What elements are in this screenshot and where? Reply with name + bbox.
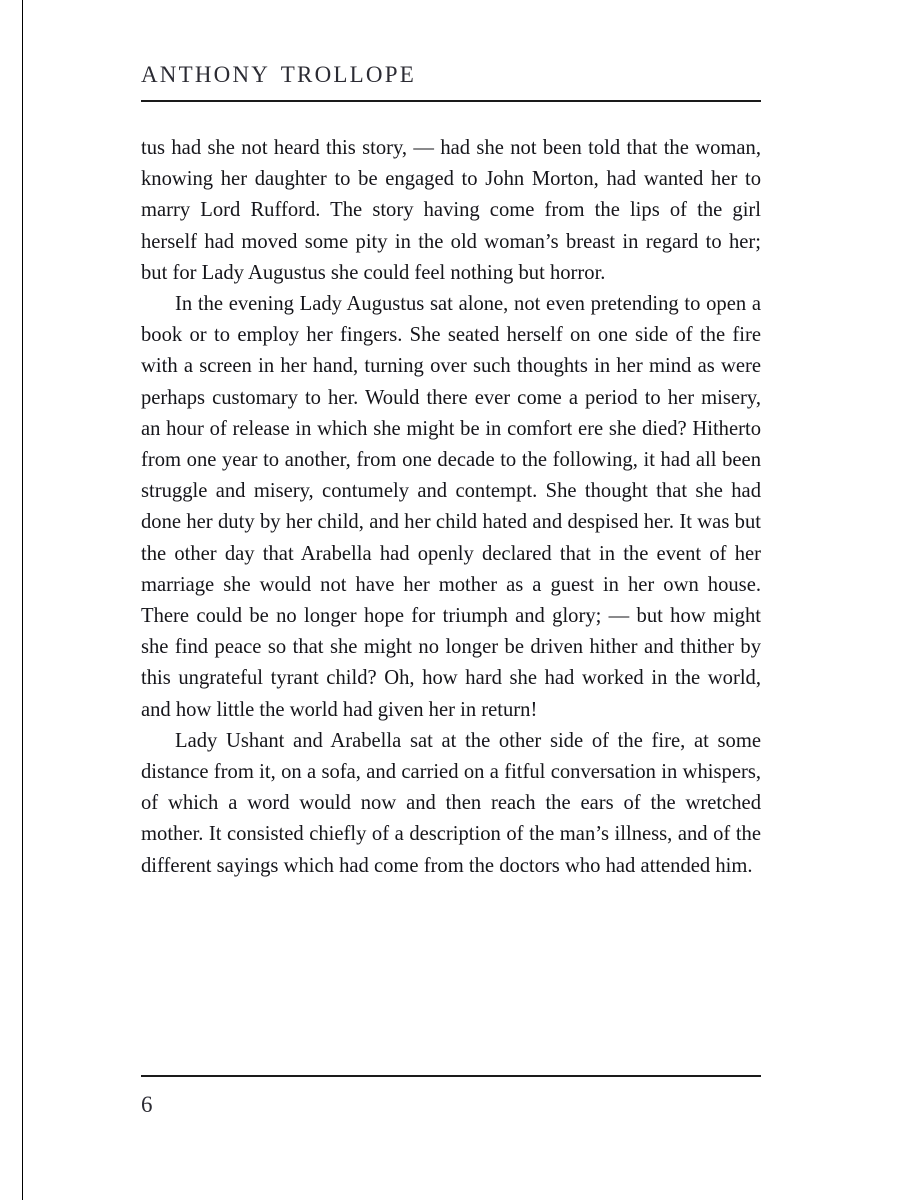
header-divider bbox=[141, 100, 761, 102]
footer-divider bbox=[141, 1075, 761, 1077]
page-edge-rule bbox=[22, 0, 23, 1200]
paragraph: In the evening Lady Augustus sat alone, not even pretending to open a book or to employ her fingers. She seated herself on one side of the fire with a screen in her hand, turning over such thoughts in her mind as were perhaps customary to her. Would there ever come a period to her misery, an hour of release in which she might be in comfort ere she died? Hitherto from one year to another, from one decade to the following, it had all been struggle and misery, contumely and contempt. She thought that she had done her duty by her child, and her child hated and despised her. It was but the other day that Arabella had openly declared that in the event of her marriage she would not have her mother as a guest in her own house. There could be no longer hope for triumph and glory; — but how might she find peace so that she might no longer be driven hither and thither by this ungrateful tyrant child? Oh, how hard she had worked in the world, and how little the world had given her in return! bbox=[141, 293, 761, 721]
running-head: ANTHONY TROLLOPE bbox=[141, 62, 416, 87]
paragraph: Lady Ushant and Arabella sat at the other side of the fire, at some distance from it, on a sofa, and carried on a fitful conversation in whispers, of which a word would now and then reach the ears of the wretched mother. It consisted chiefly of a description of the man’s illness, and of the different sayings which had come from the doctors who had attended him. bbox=[141, 729, 761, 877]
body-text bbox=[141, 133, 761, 882]
paragraph: tus had she not heard this story, — had she not been told that the woman, knowing her daughter to be engaged to John Morton, had wanted her to marry Lord Rufford. The story having come from the lips of the girl herself had moved some pity in the old woman’s breast in regard to her; but for Lady Augustus she could feel nothing but horror. bbox=[141, 137, 761, 284]
page-number: 6 bbox=[141, 1092, 153, 1117]
